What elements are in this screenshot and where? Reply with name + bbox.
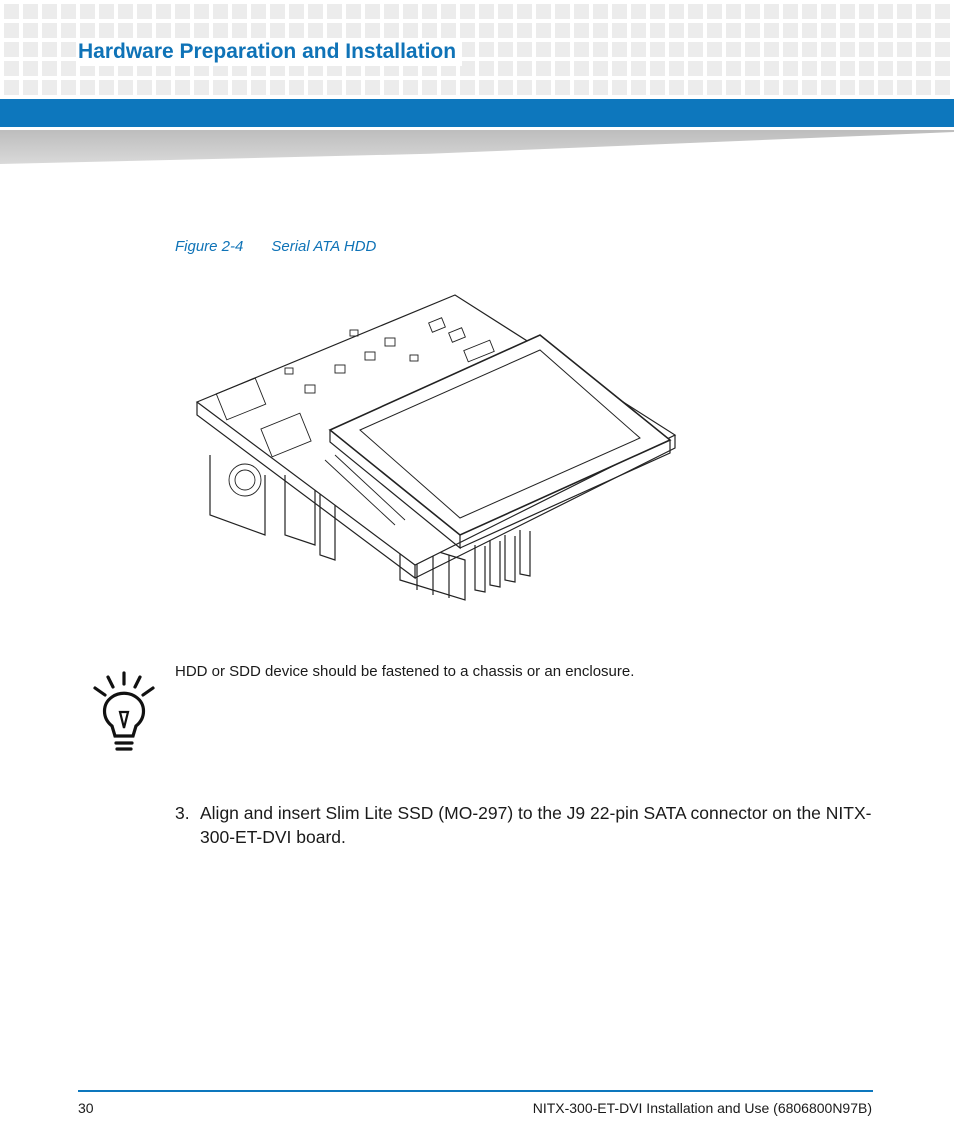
footer-rule [78,1090,873,1092]
document-title: NITX-300-ET-DVI Installation and Use (6806800N97B) [532,1100,872,1116]
header-gray-wedge [0,130,954,164]
lightbulb-icon [92,670,156,754]
figure-caption [175,238,376,255]
header-blue-band [0,99,954,127]
step-item [175,801,875,849]
board-illustration [185,290,685,610]
section-title: Hardware Preparation and Installation [78,38,462,66]
step-text: Align and insert Slim Lite SSD (MO-297) to the J9 22-pin SATA connector on the NITX-300-ET-DVI board. [200,803,872,847]
figure-title: Serial ATA HDD [271,238,377,255]
figure-label: Figure 2-4 [175,238,244,255]
note-text: HDD or SDD device should be fastened to a chassis or an enclosure. [175,663,635,680]
page-number: 30 [78,1100,94,1116]
step-number: 3. [175,803,190,823]
